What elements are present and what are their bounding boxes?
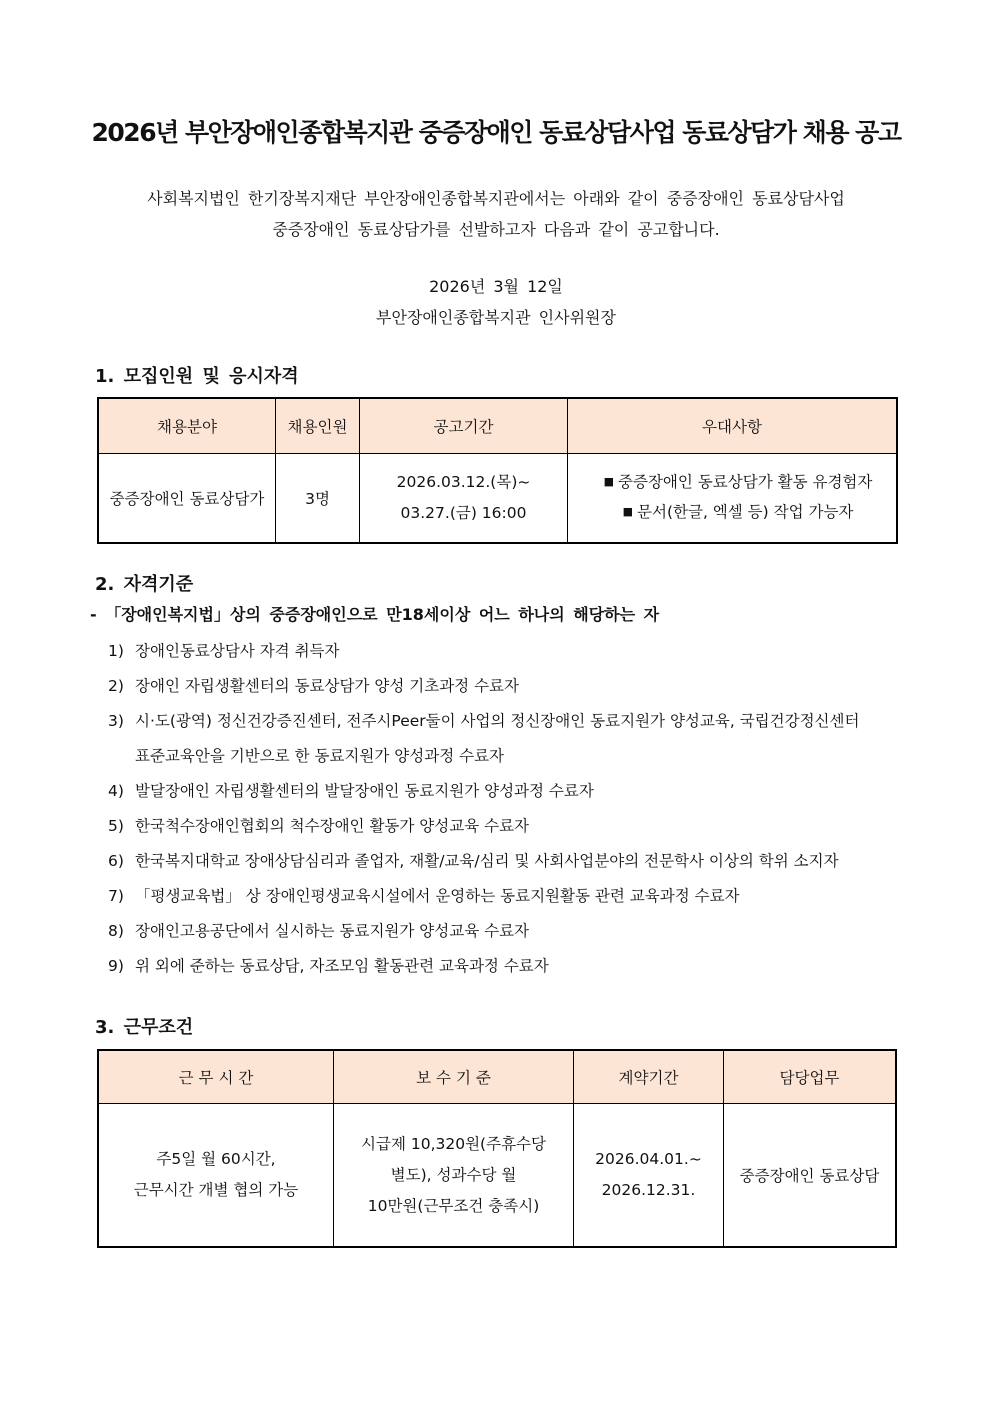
header-count: 채용인원: [276, 399, 360, 454]
intro-line-2: 중증장애인 동료상담가를 선발하고자 다음과 같이 공고합니다.: [272, 220, 720, 239]
period-line-2: 03.27.(금) 16:00: [400, 504, 527, 522]
hours-line-1: 주5일 월 60시간,: [156, 1150, 276, 1168]
list-item: [108, 949, 928, 984]
recruitment-table: [98, 398, 897, 543]
item-number: 6): [108, 852, 124, 870]
item-number: 1): [108, 642, 124, 660]
item-text: 한국복지대학교 장애상담심리과 졸업자, 재활/교육/심리 및 사회사업분야의 전문학사 이상의 학위 소지자: [135, 852, 839, 870]
item-number: [108, 739, 135, 774]
header-preferences: 우대사항: [568, 399, 897, 454]
item-text: 발달장애인 자립생활센터의 발달장애인 동료지원가 양성과정 수료자: [135, 782, 594, 800]
header-field: 채용분야: [99, 399, 276, 454]
cell-field: 중증장애인 동료상담가: [99, 454, 276, 543]
list-item: [108, 844, 928, 879]
preference-item: ■ 문서(한글, 엑셀 등) 작업 가능자: [580, 498, 896, 528]
item-number: 3): [108, 712, 124, 730]
cell-hours: [99, 1104, 334, 1247]
header-pay: 보 수 기 준: [334, 1051, 574, 1104]
cell-contract: [574, 1104, 724, 1247]
date-block: [60, 271, 932, 333]
work-conditions-table: [98, 1050, 896, 1247]
cell-pay: [334, 1104, 574, 1247]
header-period: 공고기간: [360, 399, 568, 454]
pay-line-2: 별도), 성과수당 월: [390, 1165, 517, 1184]
item-number: 5): [108, 817, 124, 835]
table-row: [99, 454, 897, 543]
section-2-heading: 2. 자격기준: [95, 574, 194, 595]
period-line-1: 2026.03.12.(목)~: [396, 473, 531, 491]
item-text: 한국척수장애인협회의 척수장애인 활동가 양성교육 수료자: [135, 817, 530, 835]
list-item: [108, 914, 928, 949]
list-item: [108, 634, 928, 669]
hours-line-2: 근무시간 개별 협의 가능: [133, 1181, 299, 1199]
item-text: 장애인고용공단에서 실시하는 동료지원가 양성교육 수료자: [135, 922, 530, 940]
intro-paragraph: [60, 183, 932, 245]
intro-line-1: 사회복지법인 한기장복지재단 부안장애인종합복지관에서는 아래와 같이 중증장애인 동료상담사업: [147, 189, 845, 208]
announcement-date: 2026년 3월 12일: [429, 277, 563, 296]
section-3-heading: 3. 근무조건: [95, 1017, 194, 1038]
item-text: 시·도(광역) 정신건강증진센터, 전주시Peer둘이 사업의 정신장애인 동료지원가 양성교육, 국립건강정신센터: [135, 712, 860, 730]
header-contract: 계약기간: [574, 1051, 724, 1104]
cell-duty: 중증장애인 동료상담: [724, 1104, 896, 1247]
cell-count: 3명: [276, 454, 360, 543]
header-duty: 담당업무: [724, 1051, 896, 1104]
item-number: 7): [108, 887, 124, 905]
item-number: 8): [108, 922, 124, 940]
item-number: 2): [108, 677, 124, 695]
header-hours: 근 무 시 간: [99, 1051, 334, 1104]
issuer: 부안장애인종합복지관 인사위원장: [376, 308, 616, 327]
cell-preferences: [568, 454, 897, 543]
section-1-heading: 1. 모집인원 및 응시자격: [95, 366, 299, 387]
pay-line-1: 시급제 10,320원(주휴수당: [361, 1134, 546, 1153]
item-text: 표준교육안을 기반으로 한 동료지원가 양성과정 수료자: [135, 747, 505, 765]
list-item: [108, 879, 928, 914]
list-item: [108, 669, 928, 704]
cell-period: [360, 454, 568, 543]
list-item: [108, 739, 928, 774]
table-header-row: [99, 399, 897, 454]
item-text: 위 외에 준하는 동료상담, 자조모임 활동관련 교육과정 수료자: [135, 957, 549, 975]
item-text: 장애인동료상담사 자격 취득자: [135, 642, 340, 660]
table-header-row: [99, 1051, 896, 1104]
list-item: [108, 774, 928, 809]
item-text: 「평생교육법」 상 장애인평생교육시설에서 운영하는 동료지원활동 관련 교육과정 수료자: [135, 887, 740, 905]
item-text: 장애인 자립생활센터의 동료상담가 양성 기초과정 수료자: [135, 677, 519, 695]
list-item: [108, 809, 928, 844]
page-title: 2026년 부안장애인종합복지관 중증장애인 동료상담사업 동료상담가 채용 공고: [91, 118, 901, 147]
criteria-list: [108, 634, 928, 984]
preference-item: ■ 중증장애인 동료상담가 활동 유경험자: [580, 468, 896, 498]
list-item: [108, 704, 928, 739]
item-number: 4): [108, 782, 124, 800]
item-number: 9): [108, 957, 124, 975]
criteria-lead: - 「장애인복지법」상의 중증장애인으로 만18세이상 어느 하나의 해당하는 자: [90, 605, 660, 624]
pay-line-3: 10만원(근무조건 충족시): [367, 1196, 540, 1215]
contract-line-2: 2026.12.31.: [601, 1181, 696, 1199]
contract-line-1: 2026.04.01.~: [595, 1150, 702, 1168]
table-row: [99, 1104, 896, 1247]
